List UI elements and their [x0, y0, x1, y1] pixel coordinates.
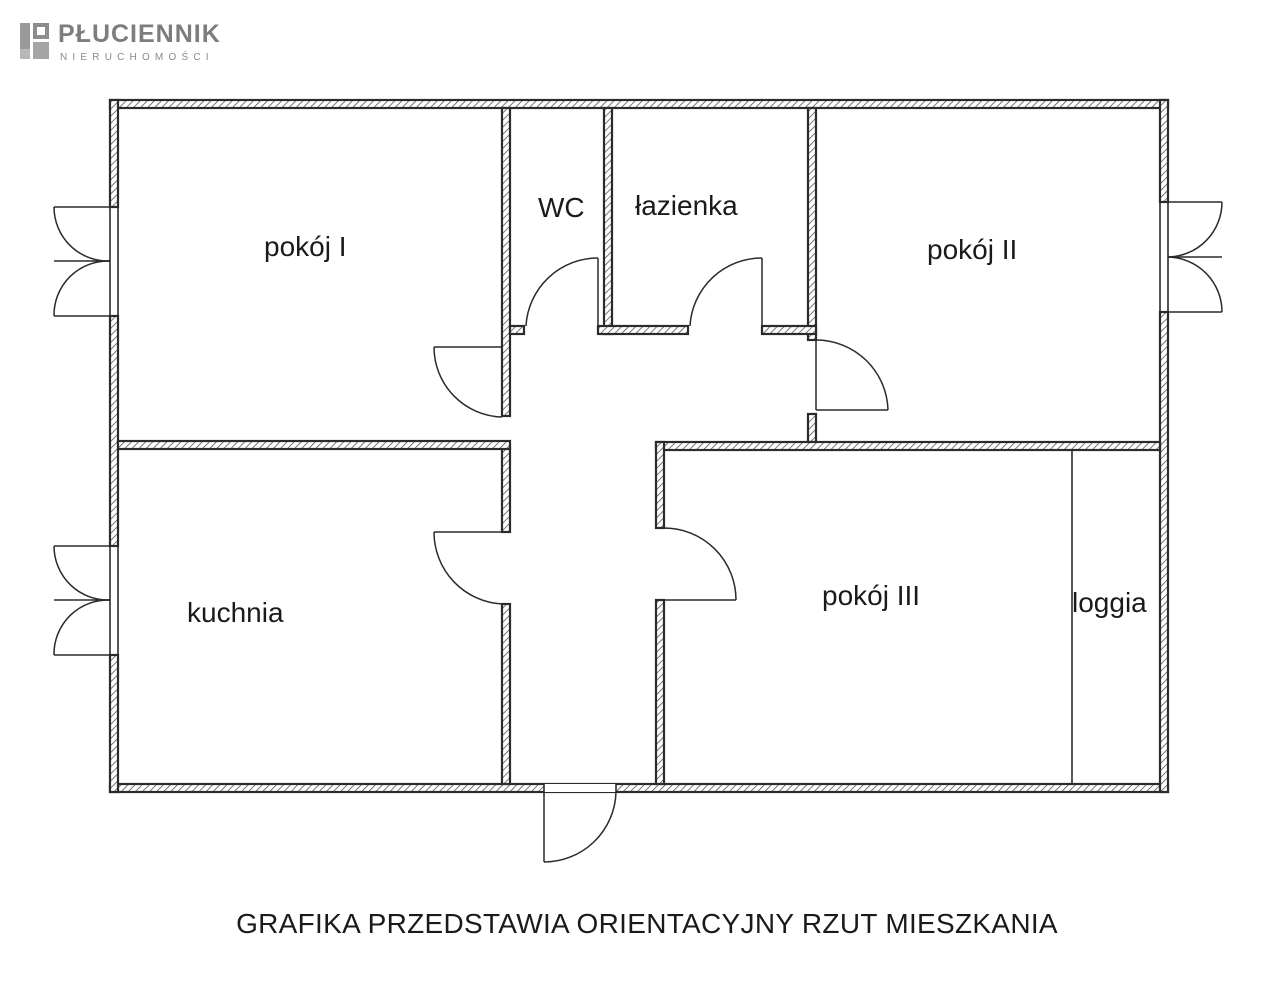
- wall-pokoj3-west-1: [656, 442, 664, 528]
- outer-wall-right-1: [1160, 100, 1168, 202]
- door-pokoj3: [664, 528, 736, 600]
- outer-wall-left-1: [110, 100, 118, 207]
- outer-wall-right-2: [1160, 312, 1168, 792]
- logo: [20, 20, 221, 63]
- wall-kuchnia-east-2: [502, 604, 510, 784]
- outer-wall-left-3: [110, 655, 118, 792]
- wall-pokoj2-pokoj3: [656, 442, 1160, 450]
- door-kuchnia: [434, 532, 502, 604]
- room-label-wc: WC: [538, 192, 585, 223]
- wall-pokoj2-west-lower: [808, 414, 816, 442]
- wall-pokoj1-kuchnia: [118, 441, 510, 449]
- outer-wall-top: [110, 100, 1168, 108]
- wall-kuchnia-east-1: [502, 448, 510, 532]
- logo-name: PŁUCIENNIK: [58, 20, 221, 48]
- window-pokoj1: [54, 207, 118, 316]
- wall-wc-south-1: [510, 326, 524, 334]
- wall-wc-lazienka: [604, 108, 612, 334]
- wall-pokoj1-east: [502, 108, 510, 416]
- wall-lazienka-pokoj2: [808, 108, 816, 340]
- plan-caption: GRAFIKA PRZEDSTAWIA ORIENTACYJNY RZUT MIESZKANIA: [236, 908, 1058, 939]
- wall-lazienka-south: [762, 326, 816, 334]
- door-lazienka: [690, 258, 762, 326]
- logo-subtitle: NIERUCHOMOŚCI: [60, 52, 214, 63]
- windows: [54, 202, 1222, 655]
- logo-mark-icon: [20, 23, 49, 59]
- window-kuchnia: [54, 546, 118, 655]
- entrance-opening: [544, 784, 616, 792]
- window-pokoj2: [1160, 202, 1222, 312]
- door-pokoj1: [434, 347, 502, 417]
- wall-wc-south-2: [598, 326, 688, 334]
- room-label-pokoj-1: pokój I: [264, 231, 347, 262]
- door-wc: [526, 258, 598, 326]
- outer-wall-bottom: [110, 784, 1168, 792]
- room-label-pokoj-3: pokój III: [822, 580, 921, 611]
- room-labels: [187, 190, 1147, 628]
- outer-wall-left-2: [110, 316, 118, 546]
- room-label-kuchnia: kuchnia: [187, 597, 284, 628]
- room-label-lazienka: łazienka: [635, 190, 738, 221]
- room-label-pokoj-2: pokój II: [927, 234, 1018, 265]
- wall-pokoj3-west-2: [656, 600, 664, 784]
- room-label-loggia: loggia: [1072, 587, 1147, 618]
- door-pokoj2: [816, 340, 888, 410]
- door-entrance: [544, 792, 616, 862]
